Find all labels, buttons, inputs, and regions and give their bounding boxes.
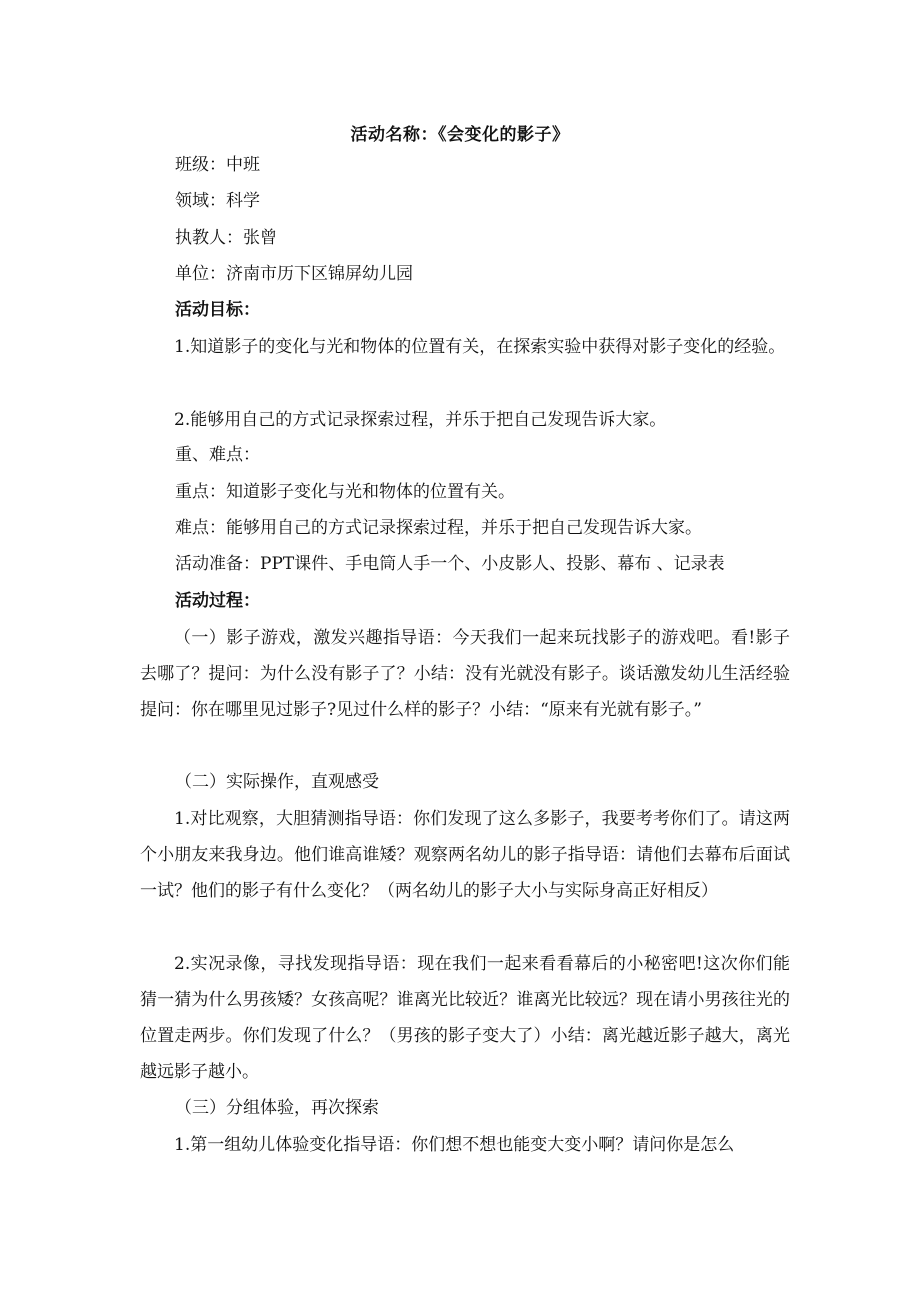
key-point: 重点：知道影子变化与光和物体的位置有关。 [175,482,515,502]
goals-heading: 活动目标： [175,300,260,320]
class-line: 班级：中班 [175,155,260,175]
step-3-heading: （三）分组体验，再次探索 [175,1098,379,1118]
unit-line: 单位：济南市历下区锦屏幼儿园 [175,264,413,284]
activity-title: 活动名称：《会变化的影子》 [350,125,570,145]
step-2-1: 1.对比观察，大胆猜测指导语：你们发现了这么多影子，我要考考你们了。请这两个小朋友来我身边。他们谁高谁矮？观察两名幼儿的影子指导语：请他们去幕布后面试一试？他们的影子有什么变化？（两名幼儿的影子大小与实际身高正好相反） [140,809,790,901]
goal-1: 1.知道影子的变化与光和物体的位置有关，在探索实验中获得对影子变化的经验。 [174,337,786,357]
difficult-point: 难点：能够用自己的方式记录探索过程，并乐于把自己发现告诉大家。 [175,518,702,538]
teacher-line: 执教人：张曾 [175,228,277,248]
key-points-heading: 重、难点： [175,445,260,465]
step-3-1: 1.第一组幼儿体验变化指导语：你们想不想也能变大变小啊？请问你是怎么 [174,1135,735,1155]
domain-line: 领域：科学 [175,191,260,211]
step-2-2: 2.实况录像，寻找发现指导语：现在我们一起来看看幕后的小秘密吧!这次你们能猜一猜为什么男孩矮？女孩高呢？谁离光比较近？谁离光比较远？现在请小男孩往光的位置走两步。你们发现了什么？（男孩的影子变大了）小结：离光越近影子越大，离光越远影子越小。 [140,954,790,1082]
step-2-heading: （二）实际操作，直观感受 [175,772,379,792]
step-1: （一）影子游戏，激发兴趣指导语：今天我们一起来玩找影子的游戏吧。看!影子去哪了？提问：为什么没有影子了？小结：没有光就没有影子。谈话激发幼儿生活经验提问：你在哪里见过影子?见过什么样的影子？小结：“原来有光就有影子。” [140,628,790,720]
process-heading: 活动过程： [175,591,260,611]
goal-2: 2.能够用自己的方式记录探索过程，并乐于把自己发现告诉大家。 [174,410,667,430]
preparation-line: 活动准备：PPT课件、手电筒人手一个、小皮影人、投影、幕布 、记录表 [175,554,725,574]
